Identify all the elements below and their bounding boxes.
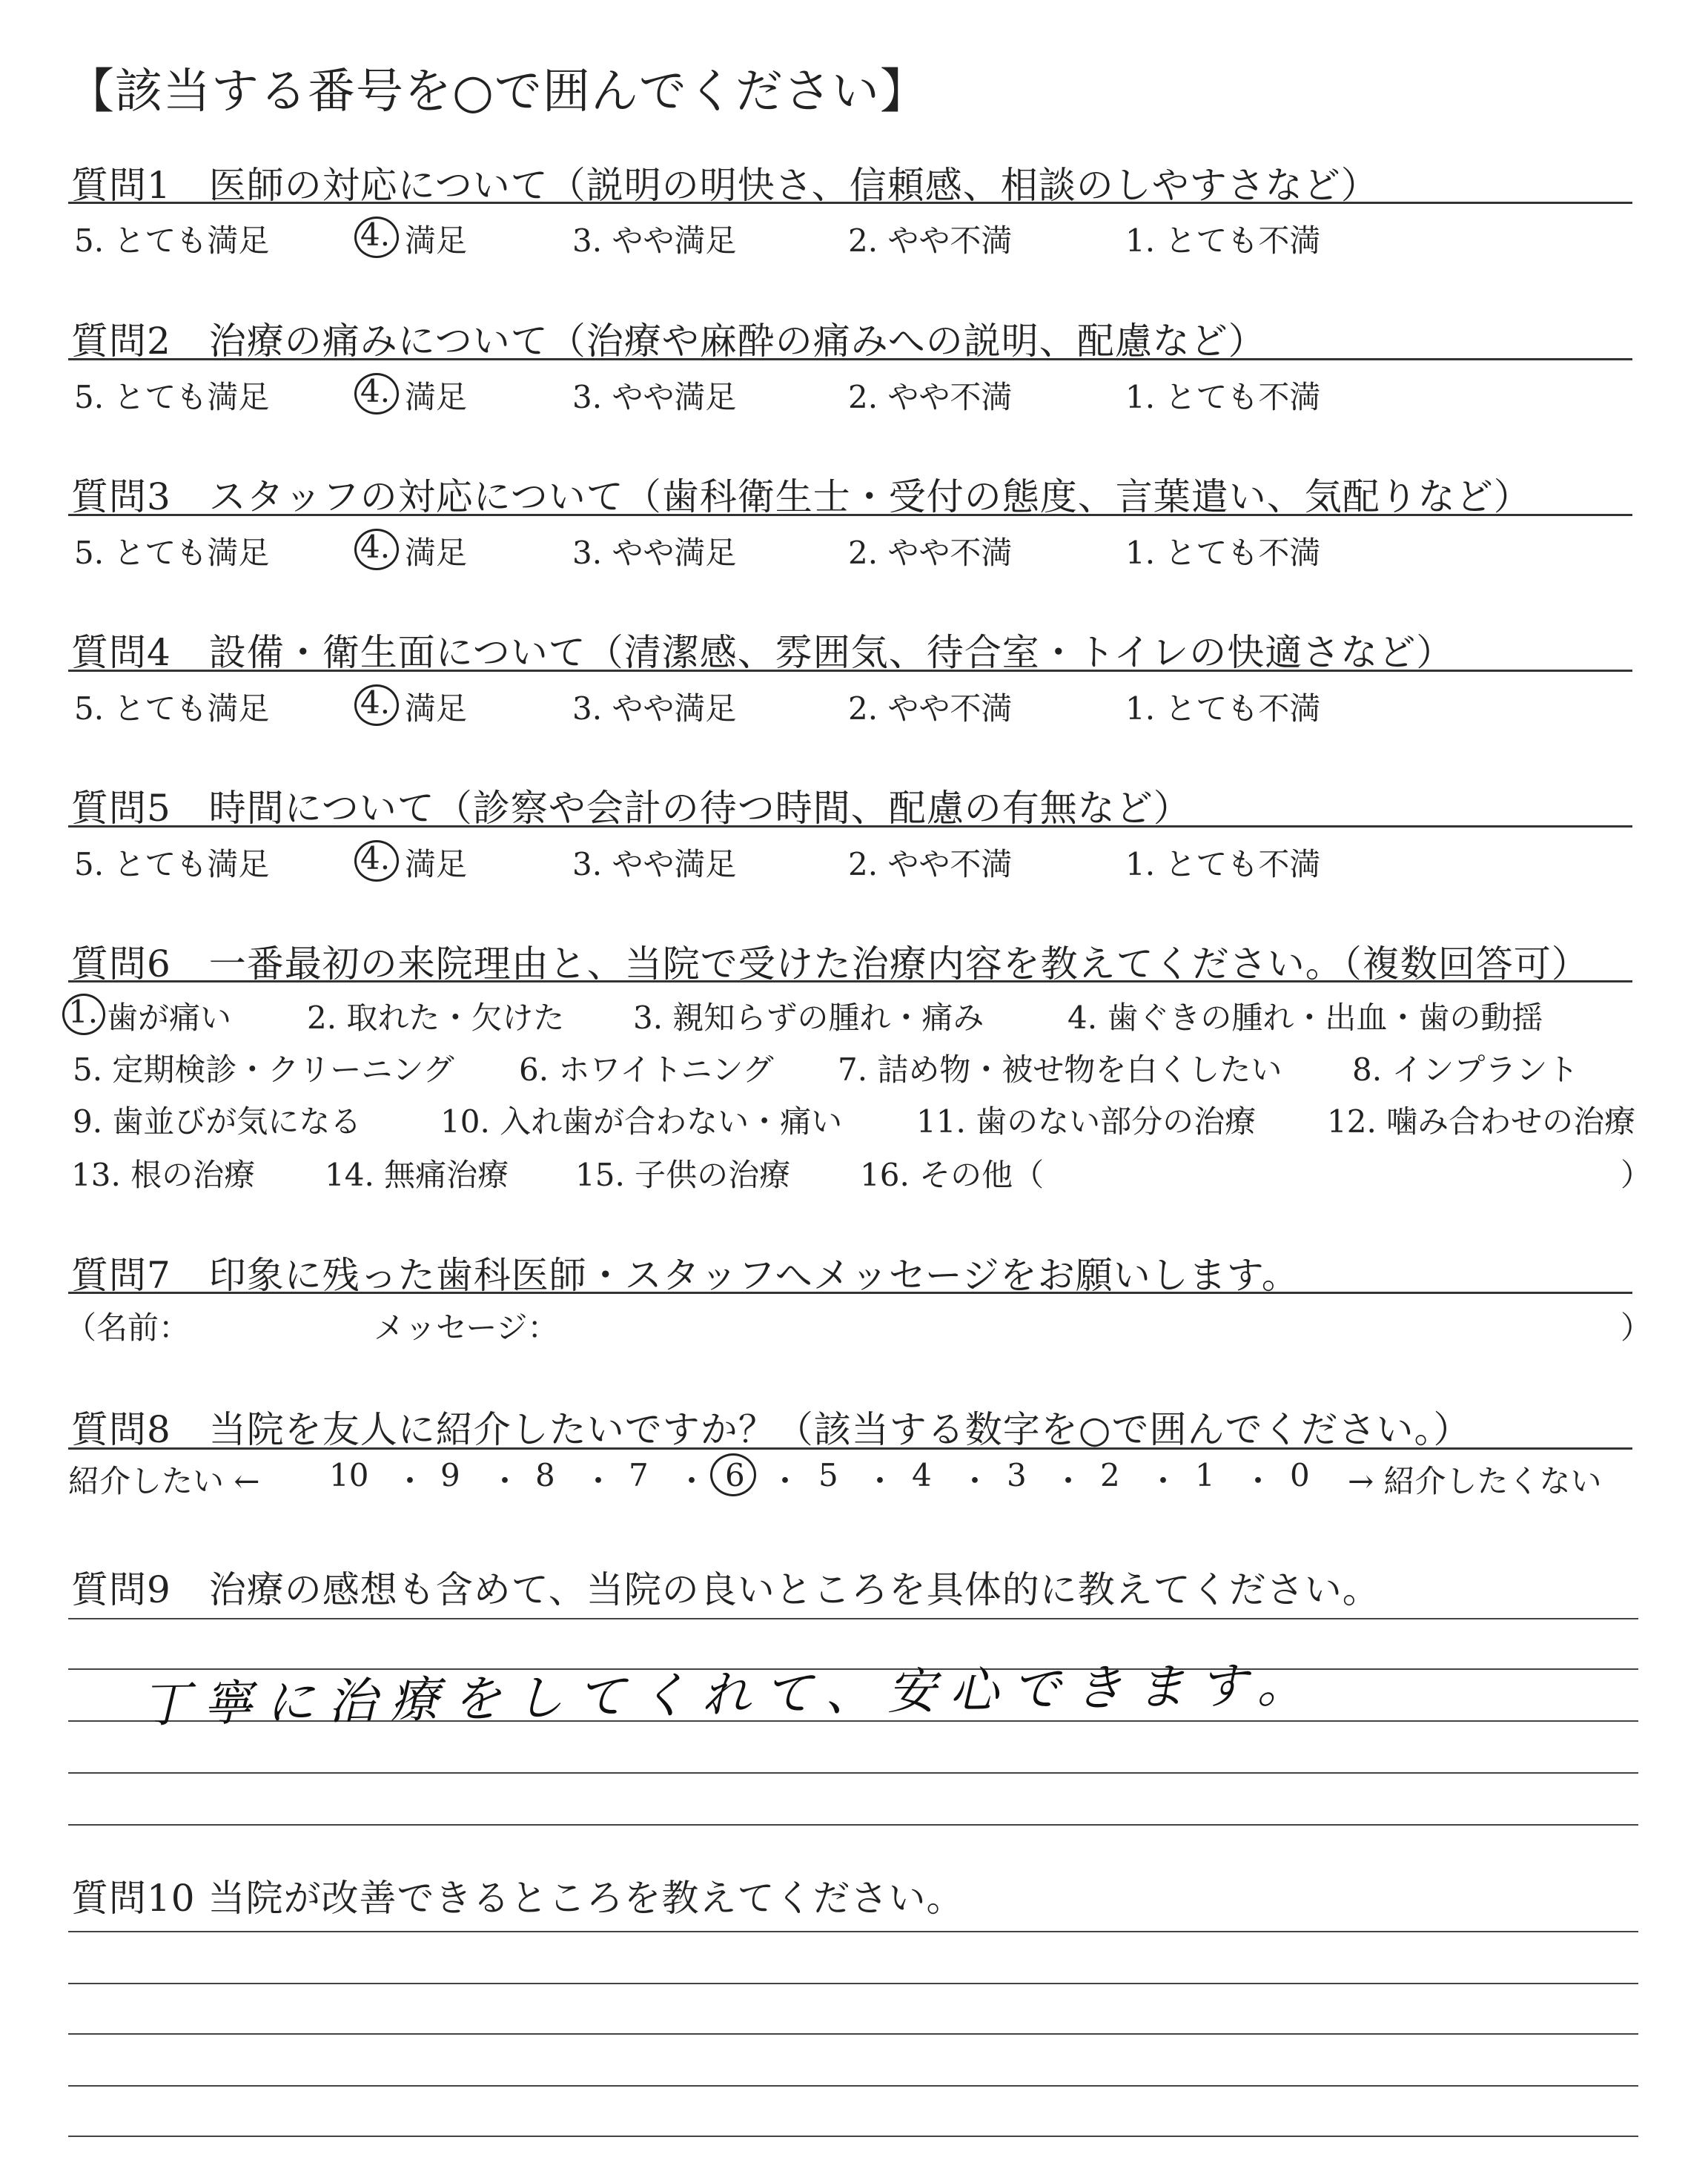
q7-message-label: メッセージ： (374, 1309, 559, 1346)
option-4-number[interactable]: 4. (360, 217, 391, 253)
q6-option-12[interactable]: 12. 噛み合わせの治療 (1327, 1103, 1636, 1140)
option-4-number[interactable]: 4. (360, 684, 391, 721)
question-1-heading: 質問1 医師の対応について（説明の明快さ、信頼感、相談のしやすさなど） (71, 164, 1379, 207)
selected-circle (354, 684, 399, 726)
scale-dot: ・ (583, 1463, 615, 1499)
question-6-heading: 質問6 一番最初の来院理由と、当院で受けた治療内容を教えてください。（複数回答可） (71, 942, 1589, 985)
answer-line (68, 2136, 1638, 2137)
option-5[interactable]: 5. とても満足 (74, 222, 270, 259)
option-4-label[interactable]: 満足 (405, 535, 468, 571)
scale-3[interactable]: 3 (1007, 1457, 1027, 1493)
question-8-heading: 質問8 当院を友人に紹介したいですか？（該当する数字を○で囲んでください。） (71, 1408, 1472, 1451)
scale-10[interactable]: 10 (329, 1457, 369, 1493)
scale-dot: ・ (394, 1463, 426, 1499)
option-4-number[interactable]: 4. (360, 840, 391, 876)
option-5[interactable]: 5. とても満足 (74, 535, 270, 571)
option-2[interactable]: 2. やや不満 (848, 846, 1013, 882)
option-1[interactable]: 1. とても不満 (1125, 222, 1321, 259)
q8-right-label: → 紹介したくない (1348, 1463, 1602, 1499)
option-1[interactable]: 1. とても不満 (1125, 846, 1321, 882)
q6-option-11[interactable]: 11. 歯のない部分の治療 (916, 1103, 1257, 1140)
q6-option-1-number[interactable]: 1. (68, 994, 99, 1030)
scale-dot: ・ (864, 1463, 896, 1499)
scale-8[interactable]: 8 (535, 1457, 555, 1493)
question-5-heading: 質問5 時間について（診察や会計の待つ時間、配慮の有無など） (71, 787, 1191, 830)
divider (68, 825, 1632, 828)
answer-line (68, 1931, 1638, 1932)
selected-circle (62, 994, 105, 1035)
q6-option-1-label[interactable]: 歯が痛い (107, 1000, 232, 1036)
q6-option-4[interactable]: 4. 歯ぐきの腫れ・出血・歯の動揺 (1068, 1000, 1543, 1036)
q6-option-9[interactable]: 9. 歯並びが気になる (73, 1103, 362, 1140)
option-4-number[interactable]: 4. (360, 373, 391, 409)
scale-4[interactable]: 4 (912, 1457, 932, 1493)
divider (68, 670, 1632, 672)
scale-9[interactable]: 9 (440, 1457, 460, 1493)
divider (68, 1292, 1632, 1294)
answer-line (68, 1772, 1638, 1774)
q6-option-5[interactable]: 5. 定期検診・クリーニング (73, 1051, 454, 1088)
selected-circle (710, 1453, 756, 1496)
option-3[interactable]: 3. やや満足 (572, 846, 737, 882)
q6-option-8[interactable]: 8. インプラント (1352, 1051, 1579, 1088)
option-2[interactable]: 2. やや不満 (848, 690, 1013, 727)
q6-option-16[interactable]: 16. その他（ (860, 1157, 1045, 1193)
q6-option-3[interactable]: 3. 親知らずの腫れ・痛み (633, 1000, 984, 1036)
option-5[interactable]: 5. とても満足 (74, 690, 270, 727)
scale-2[interactable]: 2 (1100, 1457, 1120, 1493)
answer-line (68, 1618, 1638, 1619)
scale-6[interactable]: 6 (725, 1457, 745, 1493)
divider (68, 1447, 1632, 1450)
q6-option-6[interactable]: 6. ホワイトニング (519, 1051, 774, 1088)
question-10-heading: 質問10 当院が改善できるところを教えてください。 (71, 1877, 964, 1920)
answer-line (68, 1824, 1638, 1826)
answer-line (68, 2033, 1638, 2035)
q6-option-13[interactable]: 13. 根の治療 (71, 1157, 256, 1193)
q7-close: ） (1621, 1309, 1652, 1346)
divider (68, 202, 1632, 204)
scale-1[interactable]: 1 (1195, 1457, 1215, 1493)
selected-circle (354, 217, 399, 258)
selected-circle (354, 840, 399, 882)
option-1[interactable]: 1. とても不満 (1125, 690, 1321, 727)
option-1[interactable]: 1. とても不満 (1125, 379, 1321, 415)
scale-dot: ・ (1242, 1463, 1274, 1499)
scale-0[interactable]: 0 (1290, 1457, 1310, 1493)
option-2[interactable]: 2. やや不満 (848, 379, 1013, 415)
answer-line (68, 2085, 1638, 2087)
option-4-label[interactable]: 満足 (405, 690, 468, 727)
q7-name-label: （名前： (65, 1309, 191, 1346)
scale-dot: ・ (1053, 1463, 1085, 1499)
q6-option-16-close: ） (1621, 1157, 1652, 1193)
q6-option-14[interactable]: 14. 無痛治療 (325, 1157, 509, 1193)
q6-option-7[interactable]: 7. 詰め物・被せ物を白くしたい (838, 1051, 1282, 1088)
page-title: 【該当する番号を○で囲んでください】 (67, 65, 928, 119)
option-2[interactable]: 2. やや不満 (848, 222, 1013, 259)
question-4-heading: 質問4 設備・衛生面について（清潔感、雰囲気、待合室・トイレの快適さなど） (71, 631, 1454, 674)
q8-left-label: 紹介したい ← (68, 1463, 260, 1499)
option-4-label[interactable]: 満足 (405, 379, 468, 415)
q6-option-10[interactable]: 10. 入れ歯が合わない・痛い (440, 1103, 843, 1140)
selected-circle (354, 529, 399, 570)
scale-dot: ・ (769, 1463, 801, 1499)
option-3[interactable]: 3. やや満足 (572, 535, 737, 571)
question-7-heading: 質問7 印象に残った歯科医師・スタッフへメッセージをお願いします。 (71, 1254, 1300, 1297)
q9-handwritten-answer: 丁寧に治療をしてくれて、安心できます。 (140, 1656, 1320, 1734)
option-4-number[interactable]: 4. (360, 529, 391, 565)
option-3[interactable]: 3. やや満足 (572, 222, 737, 259)
scale-7[interactable]: 7 (629, 1457, 649, 1493)
scale-dot: ・ (1148, 1463, 1179, 1499)
scale-dot: ・ (489, 1463, 521, 1499)
option-5[interactable]: 5. とても満足 (74, 379, 270, 415)
question-9-heading: 質問9 治療の感想も含めて、当院の良いところを具体的に教えてください。 (71, 1568, 1380, 1611)
option-3[interactable]: 3. やや満足 (572, 690, 737, 727)
option-3[interactable]: 3. やや満足 (572, 379, 737, 415)
scale-dot: ・ (676, 1463, 708, 1499)
q6-option-15[interactable]: 15. 子供の治療 (575, 1157, 791, 1193)
divider (68, 514, 1632, 516)
scale-dot: ・ (959, 1463, 991, 1499)
option-4-label[interactable]: 満足 (405, 846, 468, 882)
option-5[interactable]: 5. とても満足 (74, 846, 270, 882)
selected-circle (354, 373, 399, 415)
divider (68, 980, 1632, 982)
answer-line (68, 1983, 1638, 1984)
option-1[interactable]: 1. とても不満 (1125, 535, 1321, 571)
divider (68, 358, 1632, 360)
option-2[interactable]: 2. やや不満 (848, 535, 1013, 571)
question-3-heading: 質問3 スタッフの対応について（歯科衛生士・受付の態度、言葉遣い、気配りなど） (71, 475, 1532, 518)
option-4-label[interactable]: 満足 (405, 222, 468, 259)
q6-option-2[interactable]: 2. 取れた・欠けた (307, 1000, 565, 1036)
question-2-heading: 質問2 治療の痛みについて（治療や麻酔の痛みへの説明、配慮など） (71, 320, 1266, 363)
scale-5[interactable]: 5 (818, 1457, 838, 1493)
